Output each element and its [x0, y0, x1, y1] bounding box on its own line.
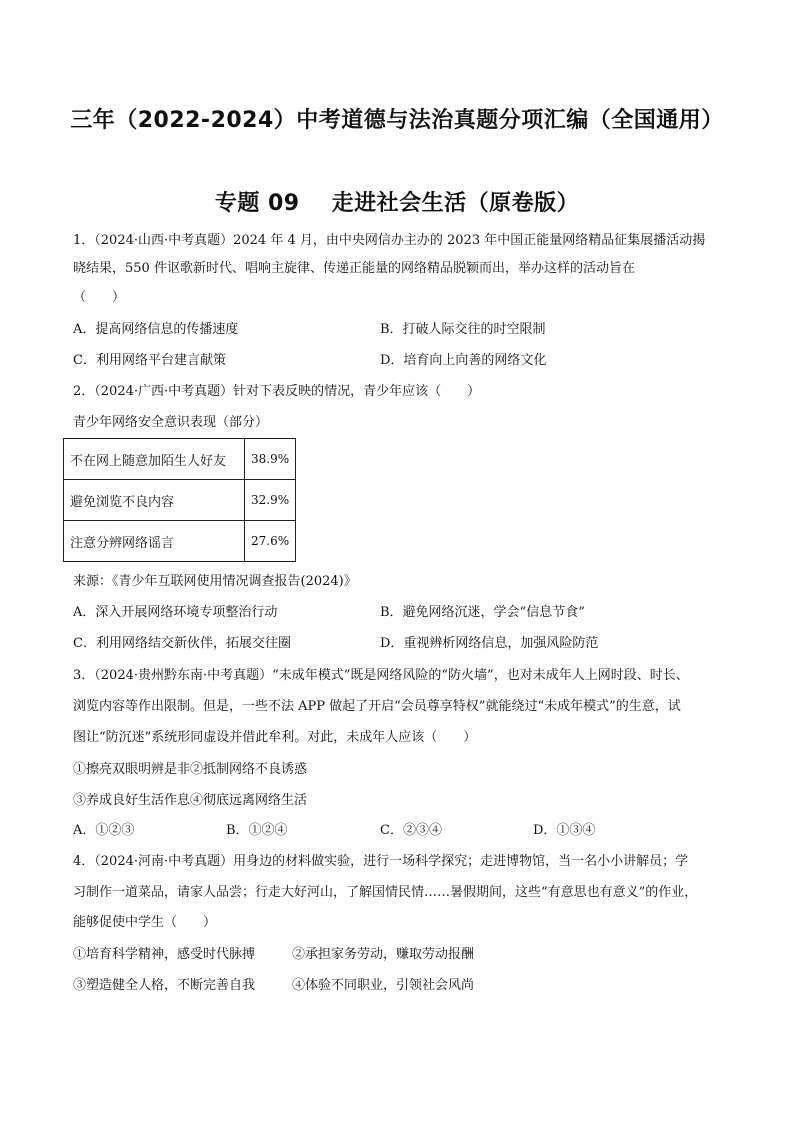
q4-line-3: 能够促使中学生（ ）: [73, 915, 217, 930]
q3-option-b: B．①②④: [226, 823, 288, 838]
q2-option-b: B．避免网络沉迷，学会“信息节食”: [380, 605, 585, 620]
table-cell-value: 32.9%: [245, 480, 296, 521]
q3-option-c: C．②③④: [380, 823, 442, 838]
q1-line-2: 晓结果，550 件讴歌新时代、唱响主旋律、传递正能量的网络精品脱颖而出，举办这样的活动旨在: [73, 261, 635, 276]
q3-line-1: 3．（2024·贵州黔东南·中考真题）“未成年模式”既是网络风险的“防火墙”，也对未成年人上网时段、时长、: [73, 668, 689, 683]
q3-line-2: 浏览内容等作出限制。但是，一些不法 APP 做起了开启“会员尊享特权”就能绕过“未成年模式”的生意，试: [73, 699, 681, 714]
q2-source: 来源：《青少年互联网使用情况调查报告(2024)》: [73, 574, 357, 589]
table-cell-label: 不在网上随意加陌生人好友: [64, 439, 245, 480]
table-cell-label: 注意分辨网络谣言: [64, 521, 245, 562]
q1-option-c: C．利用网络平台建言献策: [73, 353, 226, 368]
q4-statement-3: ③塑造健全人格，不断完善自我: [73, 978, 256, 993]
topic-number: 专题 09: [214, 191, 300, 216]
safety-awareness-table: [63, 438, 296, 562]
topic-title: [0, 186, 794, 217]
q4-statement-4: ④体验不同职业，引领社会风尚: [292, 978, 475, 993]
q1-line-1: 1．（2024·山西·中考真题）2024 年 4 月，由中央网信办主办的 2023 年中国正能量网络精品征集展播活动揭: [73, 233, 706, 248]
q3-statement-2: ③养成良好生活作息④彻底远离网络生活: [73, 793, 308, 808]
q4-statement-1: ①培育科学精神，感受时代脉搏: [73, 947, 256, 962]
q4-line-1: 4．（2024·河南·中考真题）用身边的材料做实验，进行一场科学探究；走进博物馆，当一名小小讲解员；学: [73, 854, 689, 869]
q2-option-c: C．利用网络结交新伙伴，拓展交往圈: [73, 636, 291, 651]
q3-line-3: 图让“防沉迷”系统形同虚设并借此牟利。对此，未成年人应该（ ）: [73, 730, 477, 745]
topic-name: 走进社会生活（原卷版）: [331, 191, 580, 216]
table-row: [64, 521, 296, 562]
q4-line-2: 习制作一道菜品，请家人品尝；行走大好河山，了解国情民情……暑假期间，这些“有意思也有意义”的作业，: [73, 885, 698, 900]
q1-option-b: B．打破人际交往的时空限制: [380, 322, 546, 337]
q2-option-d: D．重视辨析网络信息，加强风险防范: [380, 636, 599, 651]
q3-option-d: D．①③④: [533, 823, 596, 838]
table-cell-value: 38.9%: [245, 439, 296, 480]
q2-option-a: A．深入开展网络环境专项整治行动: [73, 605, 278, 620]
q2-line-1: 2．（2024·广西·中考真题）针对下表反映的情况，青少年应该（ ）: [73, 384, 481, 399]
table-row: [64, 439, 296, 480]
main-title: 三年（2022-2024）中考道德与法治真题分项汇编（全国通用）: [70, 108, 724, 133]
q3-option-a: A．①②③: [73, 823, 135, 838]
q2-table-caption: 青少年网络安全意识表现（部分）: [73, 415, 269, 430]
q4-statement-2: ②承担家务劳动，赚取劳动报酬: [292, 947, 475, 962]
table-row: [64, 480, 296, 521]
q1-option-a: A．提高网络信息的传播速度: [73, 322, 239, 337]
table-cell-label: 避免浏览不良内容: [64, 480, 245, 521]
q1-option-d: D．培育向上向善的网络文化: [380, 353, 547, 368]
q1-line-3: （ ）: [73, 290, 126, 305]
table-cell-value: 27.6%: [245, 521, 296, 562]
q3-statement-1: ①擦亮双眼明辨是非②抵制网络不良诱惑: [73, 762, 308, 777]
